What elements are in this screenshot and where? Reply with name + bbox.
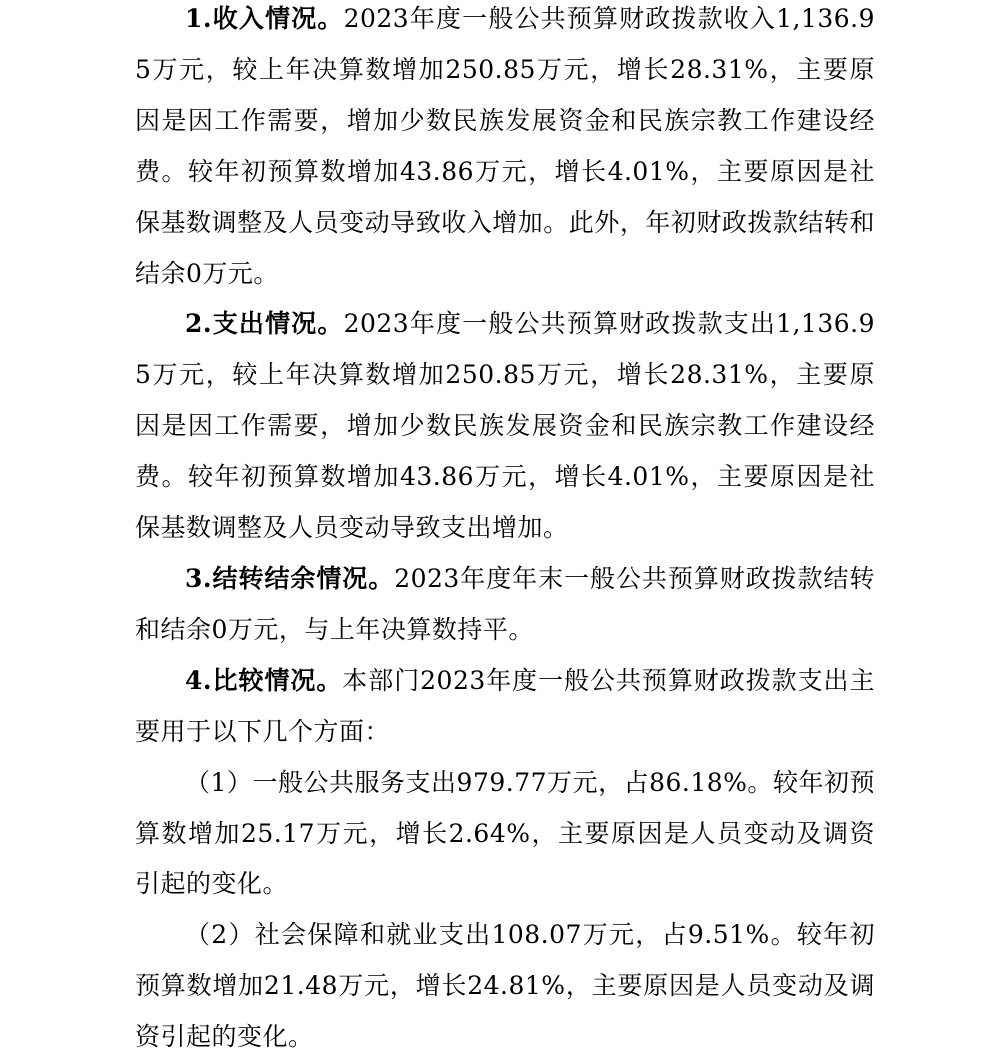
heading-expenditure: 2.支出情况。 [185, 309, 344, 339]
text-income: 2023年度一般公共预算财政拨款收入1,136.95万元，较上年决算数增加250.85万元，增长28.31%，主要原因是因工作需要，增加少数民族发展资金和民族宗教工作建设经费。较年初预算数增加43.86万元，增长4.01%，主要原因是社保基数调整及人员变动导致收入增加。此外，年初财政拨款结转和结余0万元。 [135, 4, 875, 288]
text-expenditure: 2023年度一般公共预算财政拨款支出1,136.95万元，较上年决算数增加250.85万元，增长28.31%，主要原因是因工作需要，增加少数民族发展资金和民族宗教工作建设经费。较年初预算数增加43.86万元，增长4.01%，主要原因是社保基数调整及人员变动导致支出增加。 [135, 309, 875, 543]
paragraph-income [135, 0, 875, 299]
document-page [135, 0, 875, 1063]
paragraph-item-public-services [135, 758, 875, 911]
heading-income: 1.收入情况。 [185, 4, 344, 33]
text-item-social-security: （2）社会保障和就业支出108.07万元，占9.51%。较年初预算数增加21.48万元，增长24.81%，主要原因是人员变动及调资引起的变化。 [135, 920, 875, 1052]
text-item-public-services: （1）一般公共服务支出979.77万元，占86.18%。较年初预算数增加25.17万元，增长2.64%，主要原因是人员变动及调资引起的变化。 [135, 767, 875, 899]
paragraph-comparison [135, 656, 875, 758]
text-carryover: 2023年度年末一般公共预算财政拨款结转和结余0万元，与上年决算数持平。 [135, 563, 876, 644]
heading-carryover: 3.结转结余情况。 [185, 563, 395, 593]
heading-comparison: 4.比较情况。 [185, 665, 343, 695]
paragraph-expenditure [135, 299, 875, 554]
paragraph-item-social-security [135, 910, 875, 1063]
text-comparison: 本部门2023年度一般公共预算财政拨款支出主要用于以下几个方面： [135, 665, 875, 746]
paragraph-carryover [135, 554, 875, 656]
